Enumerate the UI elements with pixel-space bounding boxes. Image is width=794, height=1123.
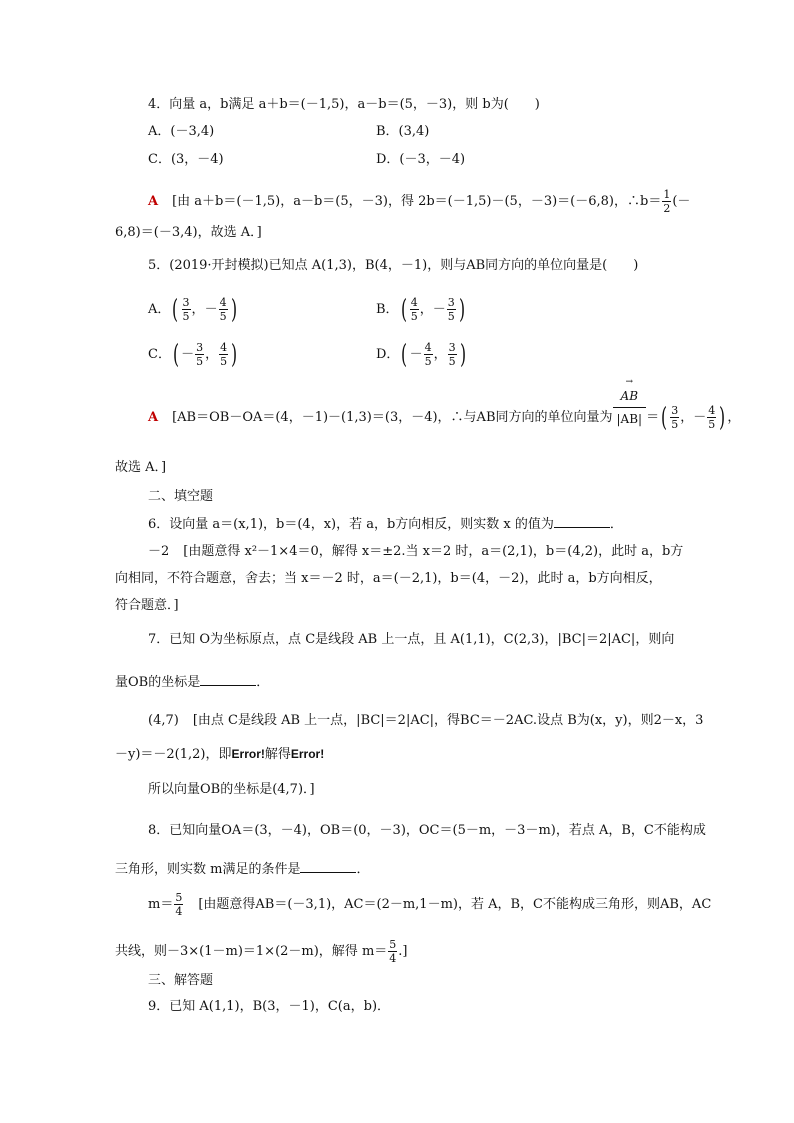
q8-answer-blank xyxy=(300,860,356,873)
q4-solution-line1 xyxy=(148,188,690,215)
q7-stem-line1: 7．已知 O为坐标原点，点 C是线段 AB 上一点，且 A(1,1)，C(2,3)，|BC|＝2|AC|，则向 xyxy=(148,632,675,647)
q6-answer: －2 xyxy=(148,544,170,559)
q4-answer-letter: A xyxy=(148,194,159,209)
q7-solution-line3: 所以向量OB的坐标是(4,7)．] xyxy=(148,782,315,797)
q8-solution-line1: m＝ $\frac{5}{4}$ [由题意得AB＝(－3,1)，AC＝(2－m,1－m)，若 A，B，C不能构成三角形，则AB，AC xyxy=(148,891,712,918)
q5-unit-vector-fraction: → $\frac{AB}{|AB|}$ xyxy=(613,387,647,428)
section-heading-fill-in: 二、填空题 xyxy=(148,489,214,504)
q6-solution-line3: 符合题意．] xyxy=(115,598,179,613)
q7-solution-line2: －y)＝－2(1,2)，即Error!解得Error! xyxy=(115,747,325,762)
q7-stem-line2: 量OB的坐标是 ． xyxy=(115,675,270,690)
q5-answer-letter: A xyxy=(148,410,159,425)
q4-stem: 4．向量 a，b满足 a＋b＝(－1,5)，a－b＝(5，－3)，则 b为( ) xyxy=(148,97,540,112)
q5-option-b: B．( $\frac{4}{5}$ ，－ $\frac{3}{5}$ ) xyxy=(376,294,465,325)
q4-option-b: B．(3,4) xyxy=(376,124,430,139)
q6-stem: 6．设向量 a＝(x,1)，b＝(4，x)，若 a，b方向相反，则实数 x 的值为 ． xyxy=(148,517,623,532)
q5-solution-line2: 故选 A．] xyxy=(115,460,167,475)
q7-answer: (4,7) xyxy=(148,713,179,728)
q5-stem: 5．(2019·开封模拟)已知点 A(1,3)，B(4，－1)，则与AB同方向的单位向量是( ) xyxy=(148,258,639,273)
q5-option-a: A．( $\frac{3}{5}$ ，－ $\frac{4}{5}$ ) xyxy=(148,294,237,325)
q5-option-c: C．( － $\frac{3}{5}$ ， $\frac{4}{5}$ ) xyxy=(148,339,238,370)
q8-stem-line1: 8．已知向量OA＝(3，－4)，OB＝(0，－3)，OC＝(5－m，－3－m)，若点 A，B，C不能构成 xyxy=(148,823,706,838)
q5-option-d: D．( － $\frac{4}{5}$ ， $\frac{3}{5}$ ) xyxy=(376,339,466,370)
q9-stem: 9．已知 A(1,1)，B(3，－1)，C(a，b)． xyxy=(148,999,391,1014)
q7-answer-blank xyxy=(200,673,256,686)
q7-solution-line1: (4,7) [由点 C是线段 AB 上一点，|BC|＝2|AC|，得BC＝－2AC.设点 B为(x，y)，则2－x，3 xyxy=(148,713,704,728)
q8-solution-line2: 共线，则－3×(1－m)＝1×(2－m)，解得 m＝ $\frac{5}{4}$ .] xyxy=(115,938,408,965)
q4-option-c: C．(3，－4) xyxy=(148,152,224,167)
q6-solution-line2: 向相同，不符合题意，舍去；当 x＝－2 时，a＝(－2,1)，b＝(4，－2)，此时 a，b方向相反， xyxy=(115,571,662,586)
section-heading-solve: 三、解答题 xyxy=(148,973,214,988)
q6-answer-blank xyxy=(554,515,610,528)
q5-solution-line1: A [AB＝OB－OA＝(4，－1)－(1,3)＝(3，－4)，∴与AB同方向的单位向量为 → $\frac{AB}{|AB|}$ ＝( $\frac{3}{5}$ ，－ $\frac{4}{5}$ ) ， xyxy=(148,404,740,431)
q4-option-d: D．(－3，－4) xyxy=(376,152,466,167)
q7-error-1: Error! xyxy=(231,747,265,761)
q4-option-a: A．(－3,4) xyxy=(148,124,215,139)
q7-error-2: Error! xyxy=(290,747,325,761)
q4-solution-text: [由 a＋b＝(－1,5)，a－b＝(5，－3)，得 2b＝(－1,5)－(5，－3)＝(－6,8)，∴b＝ xyxy=(172,194,662,209)
q4-solution-fraction: $\frac{1}{2}$ xyxy=(663,188,671,215)
q4-solution-line2: 6,8)＝(－3,4)，故选 A．] xyxy=(115,225,262,240)
q8-stem-line2: 三角形，则实数 m满足的条件是 ． xyxy=(115,862,370,877)
q4-solution-end: (－ xyxy=(672,194,691,209)
q5-solution-text: [AB＝OB－OA＝(4，－1)－(1,3)＝(3，－4)，∴与AB同方向的单位向量为 xyxy=(172,410,613,425)
q6-solution-line1: －2 [由题意得 x²－1×4＝0，解得 x＝±2.当 x＝2 时，a＝(2,1)，b＝(4,2)，此时 a，b方 xyxy=(148,544,684,559)
q8-answer: m＝ $\frac{5}{4}$ xyxy=(148,891,183,918)
